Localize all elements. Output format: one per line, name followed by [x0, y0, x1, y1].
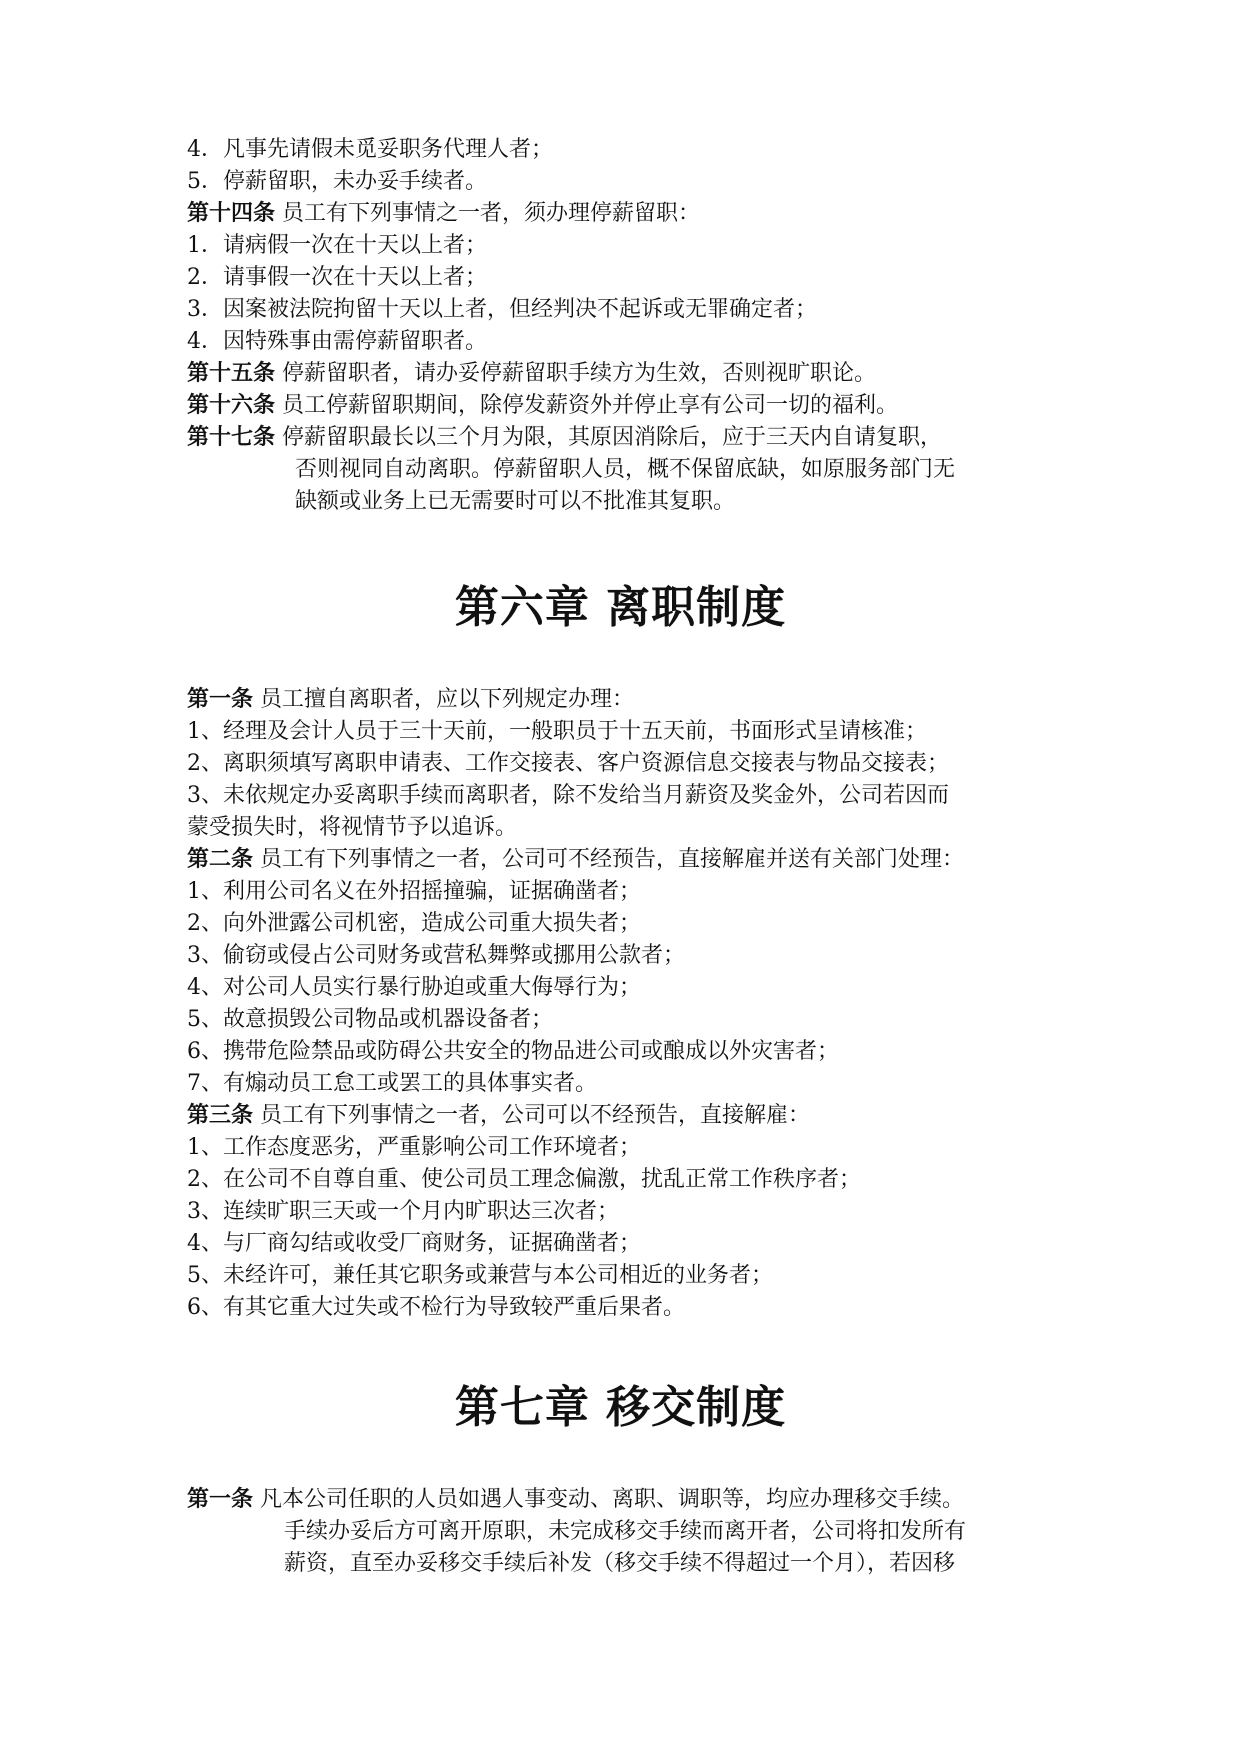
- article-label: 第十六条: [187, 393, 276, 418]
- list-item: 4、与厂商勾结或收受厂商财务，证据确凿者；: [187, 1231, 641, 1256]
- list-item: 2、在公司不自尊自重、使公司员工理念偏激，扰乱正常工作秩序者；: [187, 1167, 861, 1192]
- list-item: 5、故意损毁公司物品或机器设备者；: [187, 1007, 553, 1032]
- list-item: 3、未依规定办妥离职手续而离职者，除不发给当月薪资及奖金外，公司若因而: [187, 783, 949, 808]
- article-text: 凡本公司任职的人员如遇人事变动、离职、调职等，均应办理移交手续。: [253, 1487, 965, 1512]
- list-item: 2．请事假一次在十天以上者；: [187, 265, 487, 290]
- article-label: 第十七条: [187, 425, 276, 450]
- list-item: 2、向外泄露公司机密，造成公司重大损失者；: [187, 911, 641, 936]
- article-continuation: 薪资，直至办妥移交手续后补发（移交手续不得超过一个月），若因移: [284, 1551, 956, 1576]
- article-17: [187, 422, 942, 454]
- chapter-6-title: 第六章 离职制度: [454, 582, 787, 633]
- list-item: 1、工作态度恶劣，严重影响公司工作环境者；: [187, 1135, 641, 1160]
- article-text: 员工停薪留职期间，除停发薪资外并停止享有公司一切的福利。: [275, 393, 899, 418]
- list-item: 3、连续旷职三天或一个月内旷职达三次者；: [187, 1199, 619, 1224]
- article-label: 第十四条: [187, 201, 276, 226]
- list-item: 1、经理及会计人员于三十天前，一般职员于十五天前，书面形式呈请核准；: [187, 719, 927, 744]
- article-3: [187, 1100, 810, 1132]
- list-item: 6、有其它重大过失或不检行为导致较严重后果者。: [187, 1295, 685, 1320]
- article-text: 员工有下列事情之一者，须办理停薪留职：: [275, 201, 701, 226]
- list-item: 3、偷窃或侵占公司财务或营私舞弊或挪用公款者；: [187, 943, 685, 968]
- list-item: 5．停薪留职，未办妥手续者。: [187, 169, 487, 194]
- list-item: 5、未经许可，兼任其它职务或兼营与本公司相近的业务者；: [187, 1263, 773, 1288]
- article-continuation: 否则视同自动离职。停薪留职人员，概不保留底缺，如原服务部门无: [295, 457, 956, 482]
- article-text: 员工有下列事情之一者，公司可以不经预告，直接解雇：: [253, 1103, 811, 1128]
- article-14: [187, 198, 700, 230]
- chapter-7-title: 第七章 移交制度: [454, 1382, 787, 1433]
- article-label: 第一条: [187, 1487, 254, 1512]
- list-item: 4．因特殊事由需停薪留职者。: [187, 329, 487, 354]
- article-text: 员工有下列事情之一者，公司可不经预告，直接解雇并送有关部门处理：: [253, 847, 965, 872]
- article-1-transfer: [187, 1484, 964, 1516]
- list-item: 1、利用公司名义在外招摇撞骗，证据确凿者；: [187, 879, 641, 904]
- article-text: 停薪留职者，请办妥停薪留职手续方为生效，否则视旷职论。: [275, 361, 877, 386]
- list-item: 蒙受损失时，将视情节予以追诉。: [187, 815, 518, 840]
- list-item: 4．凡事先请假未觅妥职务代理人者；: [187, 137, 553, 162]
- article-2: [187, 844, 964, 876]
- article-1: [187, 684, 634, 716]
- article-text: 员工擅自离职者，应以下列规定办理：: [253, 687, 635, 712]
- article-16: [187, 390, 898, 422]
- article-text: 停薪留职最长以三个月为限，其原因消除后，应于三天内自请复职，: [275, 425, 943, 450]
- list-item: 4、对公司人员实行暴行胁迫或重大侮辱行为；: [187, 975, 641, 1000]
- list-item: 6、携带危险禁品或防碍公共安全的物品进公司或酿成以外灾害者；: [187, 1039, 839, 1064]
- article-label: 第三条: [187, 1103, 254, 1128]
- article-label: 第一条: [187, 687, 254, 712]
- list-item: 1．请病假一次在十天以上者；: [187, 233, 487, 258]
- article-label: 第十五条: [187, 361, 276, 386]
- article-label: 第二条: [187, 847, 254, 872]
- article-15: [187, 358, 876, 390]
- list-item: 7、有煽动员工怠工或罢工的具体事实者。: [187, 1071, 597, 1096]
- list-item: 3．因案被法院拘留十天以上者，但经判决不起诉或无罪确定者；: [187, 297, 817, 322]
- article-continuation: 手续办妥后方可离开原职，未完成移交手续而离开者，公司将扣发所有: [284, 1519, 967, 1544]
- list-item: 2、离职须填写离职申请表、工作交接表、客户资源信息交接表与物品交接表；: [187, 751, 949, 776]
- article-continuation: 缺额或业务上已无需要时可以不批准其复职。: [295, 489, 736, 514]
